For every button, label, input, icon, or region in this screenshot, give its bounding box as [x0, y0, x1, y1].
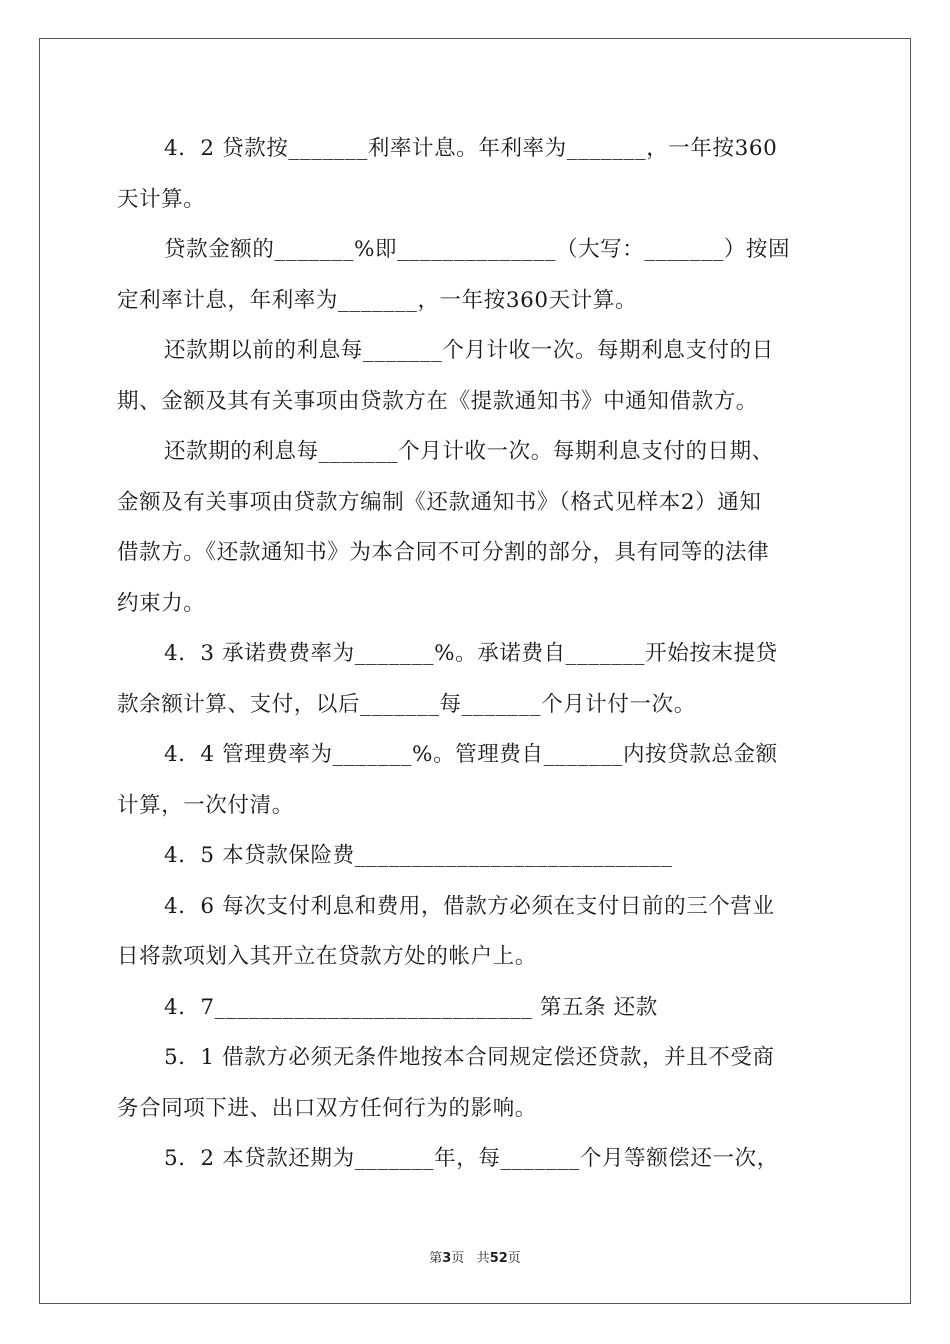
text-line: 还款期的利息每_______个月计收一次。每期利息支付的日期、 — [164, 439, 774, 464]
footer-total-suffix: 页 — [507, 1251, 521, 1266]
text-line: 5．1 借款方必须无条件地按本合同规定偿还贷款，并且不受商 — [164, 1045, 775, 1070]
text-line: 4．6 每次支付利息和费用，借款方必须在支付日前的三个营业 — [164, 893, 775, 919]
text-line: 日将款项划入其开立在贷款方处的帐户上。 — [117, 944, 537, 969]
text-line: 定利率计息，年利率为_______，一年按360天计算。 — [117, 287, 638, 313]
text-line: 贷款金额的_______%即______________（大写：_______）按固 — [164, 237, 791, 262]
text-line: 5．2 本贷款还期为_______年，每_______个月等额偿还一次， — [164, 1146, 779, 1171]
text-line: 期、金额及其有关事项由贷款方在《提款通知书》中通知借款方。 — [117, 388, 758, 414]
text-line: 4．4 管理费率为_______%。管理费自_______内按贷款总金额 — [164, 742, 778, 767]
text-line: 借款方。《还款通知书》为本合同不可分割的部分，具有同等的法律 — [117, 540, 770, 565]
text-line: 4．2 贷款按_______利率计息。年利率为_______，一年按360 — [164, 136, 778, 161]
footer-prefix: 第 — [429, 1251, 443, 1266]
footer-page-number: 3 — [442, 1251, 452, 1266]
footer-total-prefix: 共 — [476, 1251, 490, 1266]
footer-total-pages: 52 — [489, 1251, 508, 1266]
text-line: 计算，一次付清。 — [117, 792, 294, 818]
text-line: 4．3 承诺费费率为_______%。承诺费自_______开始按末提贷 — [164, 641, 778, 666]
text-line: 约束力。 — [117, 590, 206, 616]
text-line: 4．5 本贷款保险费____________________________ — [164, 843, 673, 868]
text-line: 金额及有关事项由贷款方编制《还款通知书》（格式见样本2）通知 — [117, 489, 762, 515]
text-line: 天计算。 — [117, 186, 206, 212]
text-line: 还款期以前的利息每_______个月计收一次。每期利息支付的日 — [164, 338, 774, 363]
text-line: 4．7____________________________ 第五条 还款 — [164, 994, 658, 1020]
text-line: 款余额计算、支付，以后_______每_______个月计付一次。 — [117, 691, 696, 717]
page-footer — [0, 1247, 950, 1266]
footer-page-suffix: 页 — [451, 1251, 465, 1266]
document-body — [117, 124, 833, 1185]
text-line: 务合同项下进、出口双方任何行为的影响。 — [117, 1095, 537, 1121]
